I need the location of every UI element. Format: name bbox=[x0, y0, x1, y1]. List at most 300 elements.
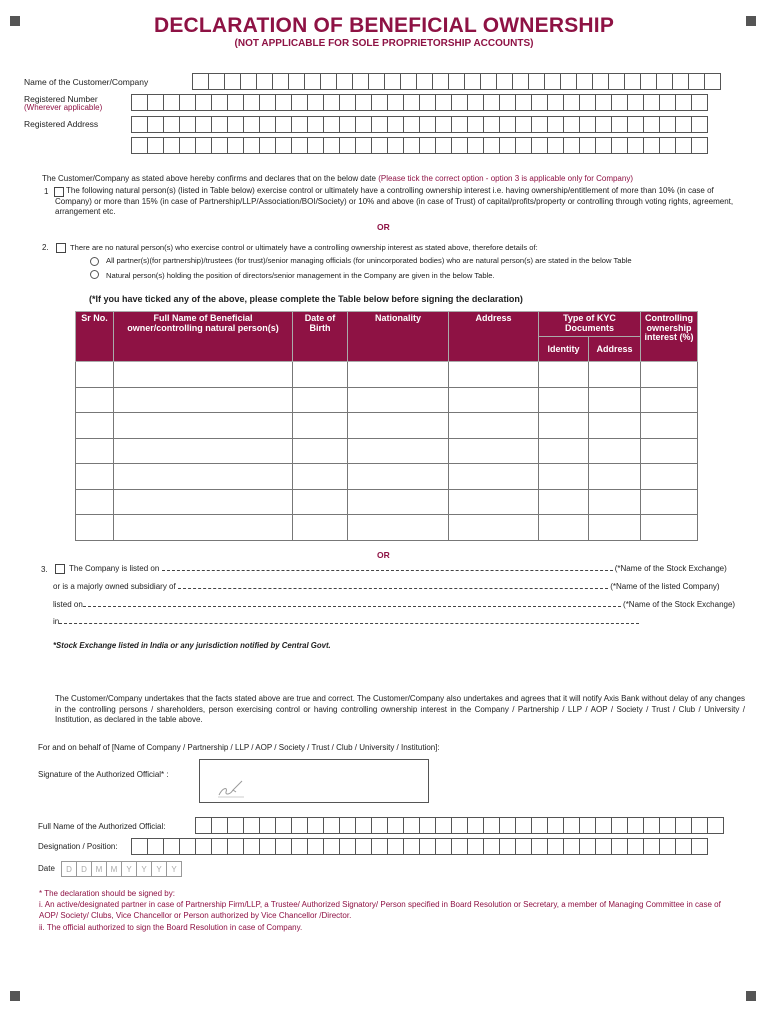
char-box[interactable] bbox=[131, 137, 148, 154]
char-box[interactable] bbox=[400, 73, 417, 90]
char-box[interactable] bbox=[323, 817, 340, 834]
char-box[interactable] bbox=[483, 94, 500, 111]
table-cell[interactable] bbox=[114, 438, 293, 464]
char-box[interactable] bbox=[339, 94, 356, 111]
char-box[interactable] bbox=[467, 94, 484, 111]
char-box[interactable] bbox=[307, 838, 324, 855]
char-box[interactable] bbox=[192, 73, 209, 90]
char-box[interactable] bbox=[371, 137, 388, 154]
char-box[interactable] bbox=[515, 838, 532, 855]
table-cell[interactable] bbox=[114, 515, 293, 541]
table-cell[interactable] bbox=[641, 489, 698, 515]
char-box[interactable] bbox=[451, 817, 468, 834]
char-box[interactable] bbox=[291, 137, 308, 154]
signature-box[interactable] bbox=[199, 759, 429, 803]
table-cell[interactable] bbox=[76, 489, 114, 515]
declaration-intro-text: The Customer/Company as stated above hereby confirms and declares that on the below date bbox=[42, 174, 376, 183]
char-box[interactable] bbox=[355, 838, 372, 855]
char-box[interactable] bbox=[656, 73, 673, 90]
table-cell[interactable] bbox=[449, 515, 539, 541]
char-box[interactable] bbox=[483, 838, 500, 855]
char-box[interactable] bbox=[675, 116, 692, 133]
char-box[interactable] bbox=[531, 116, 548, 133]
char-box[interactable] bbox=[515, 137, 532, 154]
char-box[interactable] bbox=[259, 116, 276, 133]
char-box[interactable] bbox=[275, 137, 292, 154]
table-cell[interactable] bbox=[641, 438, 698, 464]
char-box[interactable] bbox=[435, 94, 452, 111]
option2-checkbox[interactable] bbox=[56, 243, 66, 253]
char-box[interactable] bbox=[275, 838, 292, 855]
char-box[interactable] bbox=[691, 137, 708, 154]
char-box[interactable] bbox=[467, 116, 484, 133]
char-box[interactable] bbox=[243, 116, 260, 133]
table-cell[interactable] bbox=[641, 413, 698, 439]
char-box[interactable] bbox=[563, 116, 580, 133]
table-cell[interactable] bbox=[539, 489, 589, 515]
char-box[interactable] bbox=[659, 116, 676, 133]
char-box[interactable] bbox=[211, 838, 228, 855]
char-box[interactable] bbox=[272, 73, 289, 90]
char-box[interactable] bbox=[355, 137, 372, 154]
char-box[interactable] bbox=[691, 838, 708, 855]
table-cell[interactable] bbox=[348, 438, 449, 464]
char-box[interactable] bbox=[131, 94, 148, 111]
option2-sub2-radio[interactable] bbox=[90, 270, 99, 279]
table-cell[interactable] bbox=[641, 515, 698, 541]
date-box[interactable]: Y bbox=[121, 861, 137, 877]
char-box[interactable] bbox=[691, 817, 708, 834]
char-box[interactable] bbox=[659, 838, 676, 855]
char-box[interactable] bbox=[243, 94, 260, 111]
table-cell[interactable] bbox=[449, 464, 539, 490]
option3-checkbox[interactable] bbox=[55, 564, 65, 574]
char-box[interactable] bbox=[659, 817, 676, 834]
char-box[interactable] bbox=[224, 73, 241, 90]
char-box[interactable] bbox=[131, 838, 148, 855]
table-cell[interactable] bbox=[348, 464, 449, 490]
char-box[interactable] bbox=[339, 137, 356, 154]
table-cell[interactable] bbox=[348, 387, 449, 413]
char-box[interactable] bbox=[659, 137, 676, 154]
char-box[interactable] bbox=[595, 116, 612, 133]
date-box[interactable]: Y bbox=[136, 861, 152, 877]
table-cell[interactable] bbox=[348, 489, 449, 515]
char-box[interactable] bbox=[627, 838, 644, 855]
char-box[interactable] bbox=[528, 73, 545, 90]
char-box[interactable] bbox=[163, 137, 180, 154]
char-box[interactable] bbox=[227, 116, 244, 133]
char-box[interactable] bbox=[227, 838, 244, 855]
char-box[interactable] bbox=[611, 94, 628, 111]
char-box[interactable] bbox=[403, 137, 420, 154]
char-box[interactable] bbox=[227, 137, 244, 154]
char-box[interactable] bbox=[419, 838, 436, 855]
customer-name-field[interactable] bbox=[192, 73, 720, 91]
table-cell[interactable] bbox=[76, 413, 114, 439]
table-cell[interactable] bbox=[114, 464, 293, 490]
table-cell[interactable] bbox=[589, 464, 641, 490]
char-box[interactable] bbox=[499, 817, 516, 834]
char-box[interactable] bbox=[163, 94, 180, 111]
char-box[interactable] bbox=[179, 838, 196, 855]
char-box[interactable] bbox=[499, 838, 516, 855]
char-box[interactable] bbox=[179, 137, 196, 154]
char-box[interactable] bbox=[611, 116, 628, 133]
char-box[interactable] bbox=[563, 817, 580, 834]
table-cell[interactable] bbox=[114, 362, 293, 388]
char-box[interactable] bbox=[675, 838, 692, 855]
date-box[interactable]: Y bbox=[151, 861, 167, 877]
char-box[interactable] bbox=[195, 838, 212, 855]
char-box[interactable] bbox=[627, 116, 644, 133]
char-box[interactable] bbox=[515, 94, 532, 111]
table-cell[interactable] bbox=[589, 362, 641, 388]
char-box[interactable] bbox=[288, 73, 305, 90]
table-cell[interactable] bbox=[539, 362, 589, 388]
table-cell[interactable] bbox=[589, 387, 641, 413]
char-box[interactable] bbox=[243, 838, 260, 855]
char-box[interactable] bbox=[640, 73, 657, 90]
char-box[interactable] bbox=[688, 73, 705, 90]
table-cell[interactable] bbox=[76, 515, 114, 541]
char-box[interactable] bbox=[243, 817, 260, 834]
char-box[interactable] bbox=[675, 137, 692, 154]
char-box[interactable] bbox=[531, 137, 548, 154]
char-box[interactable] bbox=[643, 817, 660, 834]
char-box[interactable] bbox=[595, 94, 612, 111]
char-box[interactable] bbox=[403, 116, 420, 133]
char-box[interactable] bbox=[595, 137, 612, 154]
table-cell[interactable] bbox=[589, 489, 641, 515]
jurisdiction-input[interactable] bbox=[59, 616, 639, 624]
char-box[interactable] bbox=[544, 73, 561, 90]
char-box[interactable] bbox=[467, 838, 484, 855]
table-row bbox=[76, 515, 698, 541]
char-box[interactable] bbox=[259, 94, 276, 111]
char-box[interactable] bbox=[547, 838, 564, 855]
char-box[interactable] bbox=[291, 817, 308, 834]
char-box[interactable] bbox=[339, 817, 356, 834]
table-cell[interactable] bbox=[449, 387, 539, 413]
char-box[interactable] bbox=[515, 817, 532, 834]
char-box[interactable] bbox=[419, 94, 436, 111]
char-box[interactable] bbox=[387, 817, 404, 834]
char-box[interactable] bbox=[307, 116, 324, 133]
char-box[interactable] bbox=[419, 116, 436, 133]
char-box[interactable] bbox=[659, 94, 676, 111]
char-box[interactable] bbox=[355, 94, 372, 111]
char-box[interactable] bbox=[371, 817, 388, 834]
table-cell[interactable] bbox=[293, 362, 348, 388]
char-box[interactable] bbox=[451, 838, 468, 855]
char-box[interactable] bbox=[563, 838, 580, 855]
table-cell[interactable] bbox=[348, 362, 449, 388]
table-cell[interactable] bbox=[641, 362, 698, 388]
char-box[interactable] bbox=[147, 137, 164, 154]
char-box[interactable] bbox=[195, 817, 212, 834]
char-box[interactable] bbox=[531, 838, 548, 855]
table-cell[interactable] bbox=[348, 413, 449, 439]
char-box[interactable] bbox=[304, 73, 321, 90]
char-box[interactable] bbox=[560, 73, 577, 90]
date-field[interactable] bbox=[61, 861, 181, 877]
char-box[interactable] bbox=[435, 838, 452, 855]
table-cell[interactable] bbox=[641, 464, 698, 490]
char-box[interactable] bbox=[451, 116, 468, 133]
char-box[interactable] bbox=[547, 137, 564, 154]
table-cell[interactable] bbox=[449, 413, 539, 439]
char-box[interactable] bbox=[403, 817, 420, 834]
char-box[interactable] bbox=[163, 116, 180, 133]
date-box[interactable]: M bbox=[106, 861, 122, 877]
char-box[interactable] bbox=[627, 817, 644, 834]
registered-number-label: Registered Number bbox=[24, 94, 98, 104]
char-box[interactable] bbox=[259, 817, 276, 834]
char-box[interactable] bbox=[419, 137, 436, 154]
table-cell[interactable] bbox=[449, 489, 539, 515]
char-box[interactable] bbox=[547, 817, 564, 834]
char-box[interactable] bbox=[336, 73, 353, 90]
table-cell[interactable] bbox=[293, 413, 348, 439]
char-box[interactable] bbox=[355, 116, 372, 133]
char-box[interactable] bbox=[147, 838, 164, 855]
char-box[interactable] bbox=[291, 838, 308, 855]
char-box[interactable] bbox=[547, 116, 564, 133]
table-cell[interactable] bbox=[114, 413, 293, 439]
char-box[interactable] bbox=[419, 817, 436, 834]
table-cell[interactable] bbox=[539, 515, 589, 541]
char-box[interactable] bbox=[499, 116, 516, 133]
char-box[interactable] bbox=[195, 137, 212, 154]
char-box[interactable] bbox=[643, 137, 660, 154]
char-box[interactable] bbox=[451, 137, 468, 154]
char-box[interactable] bbox=[563, 137, 580, 154]
table-cell[interactable] bbox=[76, 362, 114, 388]
char-box[interactable] bbox=[608, 73, 625, 90]
option2-sub2-text: Natural person(s) holding the position of directors/senior management in the Company are given in the below Table. bbox=[106, 271, 495, 280]
char-box[interactable] bbox=[147, 94, 164, 111]
char-box[interactable] bbox=[435, 137, 452, 154]
char-box[interactable] bbox=[243, 137, 260, 154]
date-box[interactable]: D bbox=[61, 861, 77, 877]
table-cell[interactable] bbox=[293, 515, 348, 541]
char-box[interactable] bbox=[371, 94, 388, 111]
table-cell[interactable] bbox=[539, 464, 589, 490]
char-box[interactable] bbox=[579, 838, 596, 855]
char-box[interactable] bbox=[576, 73, 593, 90]
table-cell[interactable] bbox=[641, 387, 698, 413]
char-box[interactable] bbox=[483, 817, 500, 834]
date-box[interactable]: M bbox=[91, 861, 107, 877]
char-box[interactable] bbox=[307, 817, 324, 834]
char-box[interactable] bbox=[547, 94, 564, 111]
char-box[interactable] bbox=[627, 137, 644, 154]
char-box[interactable] bbox=[707, 817, 724, 834]
char-box[interactable] bbox=[579, 137, 596, 154]
listed-company-input[interactable] bbox=[178, 581, 608, 589]
char-box[interactable] bbox=[131, 116, 148, 133]
registered-address-line1-field[interactable] bbox=[131, 116, 707, 134]
date-box[interactable]: Y bbox=[166, 861, 182, 877]
char-box[interactable] bbox=[467, 817, 484, 834]
char-box[interactable] bbox=[627, 94, 644, 111]
table-cell[interactable] bbox=[449, 438, 539, 464]
char-box[interactable] bbox=[387, 838, 404, 855]
registered-address-line2-field[interactable] bbox=[131, 137, 707, 155]
char-box[interactable] bbox=[371, 838, 388, 855]
char-box[interactable] bbox=[435, 116, 452, 133]
char-box[interactable] bbox=[496, 73, 513, 90]
char-box[interactable] bbox=[704, 73, 721, 90]
char-box[interactable] bbox=[208, 73, 225, 90]
char-box[interactable] bbox=[643, 116, 660, 133]
char-box[interactable] bbox=[691, 116, 708, 133]
char-box[interactable] bbox=[563, 94, 580, 111]
char-box[interactable] bbox=[643, 838, 660, 855]
char-box[interactable] bbox=[211, 137, 228, 154]
char-box[interactable] bbox=[147, 116, 164, 133]
table-cell[interactable] bbox=[114, 489, 293, 515]
char-box[interactable] bbox=[355, 817, 372, 834]
char-box[interactable] bbox=[416, 73, 433, 90]
char-box[interactable] bbox=[531, 817, 548, 834]
char-box[interactable] bbox=[611, 838, 628, 855]
authorized-full-name-field[interactable] bbox=[195, 817, 723, 835]
char-box[interactable] bbox=[387, 94, 404, 111]
char-box[interactable] bbox=[483, 116, 500, 133]
table-cell[interactable] bbox=[589, 438, 641, 464]
char-box[interactable] bbox=[256, 73, 273, 90]
char-box[interactable] bbox=[275, 116, 292, 133]
char-box[interactable] bbox=[320, 73, 337, 90]
registered-number-field[interactable] bbox=[131, 94, 707, 112]
char-box[interactable] bbox=[179, 94, 196, 111]
registered-address-label: Registered Address bbox=[24, 119, 99, 129]
table-cell[interactable] bbox=[348, 515, 449, 541]
char-box[interactable] bbox=[195, 116, 212, 133]
char-box[interactable] bbox=[691, 94, 708, 111]
table-cell[interactable] bbox=[76, 387, 114, 413]
char-box[interactable] bbox=[531, 94, 548, 111]
char-box[interactable] bbox=[368, 73, 385, 90]
char-box[interactable] bbox=[595, 817, 612, 834]
char-box[interactable] bbox=[675, 817, 692, 834]
char-box[interactable] bbox=[403, 838, 420, 855]
char-box[interactable] bbox=[291, 94, 308, 111]
char-box[interactable] bbox=[624, 73, 641, 90]
char-box[interactable] bbox=[195, 94, 212, 111]
char-box[interactable] bbox=[307, 137, 324, 154]
char-box[interactable] bbox=[672, 73, 689, 90]
table-cell[interactable] bbox=[589, 515, 641, 541]
char-box[interactable] bbox=[579, 116, 596, 133]
stock-exchange-input[interactable] bbox=[162, 563, 613, 571]
char-box[interactable] bbox=[483, 137, 500, 154]
char-box[interactable] bbox=[275, 94, 292, 111]
char-box[interactable] bbox=[499, 94, 516, 111]
char-box[interactable] bbox=[339, 838, 356, 855]
char-box[interactable] bbox=[211, 94, 228, 111]
char-box[interactable] bbox=[211, 116, 228, 133]
table-cell[interactable] bbox=[293, 438, 348, 464]
table-cell[interactable] bbox=[539, 413, 589, 439]
char-box[interactable] bbox=[259, 838, 276, 855]
char-box[interactable] bbox=[323, 116, 340, 133]
table-cell[interactable] bbox=[293, 464, 348, 490]
char-box[interactable] bbox=[259, 137, 276, 154]
char-box[interactable] bbox=[323, 137, 340, 154]
table-cell[interactable] bbox=[589, 413, 641, 439]
char-box[interactable] bbox=[227, 817, 244, 834]
option3-listed-on2-line bbox=[53, 599, 735, 609]
char-box[interactable] bbox=[179, 116, 196, 133]
char-box[interactable] bbox=[464, 73, 481, 90]
char-box[interactable] bbox=[595, 838, 612, 855]
char-box[interactable] bbox=[163, 838, 180, 855]
table-cell[interactable] bbox=[539, 438, 589, 464]
table-cell[interactable] bbox=[76, 438, 114, 464]
char-box[interactable] bbox=[323, 838, 340, 855]
char-box[interactable] bbox=[227, 94, 244, 111]
char-box[interactable] bbox=[643, 94, 660, 111]
char-box[interactable] bbox=[432, 73, 449, 90]
char-box[interactable] bbox=[352, 73, 369, 90]
stock-exchange-input-2[interactable] bbox=[83, 599, 621, 607]
char-box[interactable] bbox=[512, 73, 529, 90]
or-separator: OR bbox=[377, 550, 390, 560]
designation-field[interactable] bbox=[131, 838, 707, 856]
char-box[interactable] bbox=[611, 817, 628, 834]
char-box[interactable] bbox=[579, 817, 596, 834]
table-instruction: (*If you have ticked any of the above, please complete the Table below before signing the declaration) bbox=[89, 294, 523, 304]
form-subtitle: (NOT APPLICABLE FOR SOLE PROPRIETORSHIP ACCOUNTS) bbox=[234, 38, 534, 49]
table-cell[interactable] bbox=[539, 387, 589, 413]
option2-sub1-radio[interactable] bbox=[90, 257, 99, 266]
char-box[interactable] bbox=[448, 73, 465, 90]
char-box[interactable] bbox=[307, 94, 324, 111]
char-box[interactable] bbox=[467, 137, 484, 154]
option3-number: 3. bbox=[41, 565, 48, 574]
char-box[interactable] bbox=[611, 137, 628, 154]
table-cell[interactable] bbox=[449, 362, 539, 388]
date-box[interactable]: D bbox=[76, 861, 92, 877]
char-box[interactable] bbox=[499, 137, 516, 154]
table-cell[interactable] bbox=[114, 387, 293, 413]
char-box[interactable] bbox=[435, 817, 452, 834]
char-box[interactable] bbox=[592, 73, 609, 90]
char-box[interactable] bbox=[515, 116, 532, 133]
char-box[interactable] bbox=[675, 94, 692, 111]
char-box[interactable] bbox=[387, 137, 404, 154]
char-box[interactable] bbox=[291, 116, 308, 133]
char-box[interactable] bbox=[579, 94, 596, 111]
char-box[interactable] bbox=[211, 817, 228, 834]
char-box[interactable] bbox=[275, 817, 292, 834]
char-box[interactable] bbox=[480, 73, 497, 90]
char-box[interactable] bbox=[371, 116, 388, 133]
char-box[interactable] bbox=[451, 94, 468, 111]
char-box[interactable] bbox=[323, 94, 340, 111]
table-cell[interactable] bbox=[293, 489, 348, 515]
table-cell[interactable] bbox=[293, 387, 348, 413]
char-box[interactable] bbox=[240, 73, 257, 90]
char-box[interactable] bbox=[403, 94, 420, 111]
char-box[interactable] bbox=[339, 116, 356, 133]
char-box[interactable] bbox=[384, 73, 401, 90]
table-cell[interactable] bbox=[76, 464, 114, 490]
char-box[interactable] bbox=[387, 116, 404, 133]
